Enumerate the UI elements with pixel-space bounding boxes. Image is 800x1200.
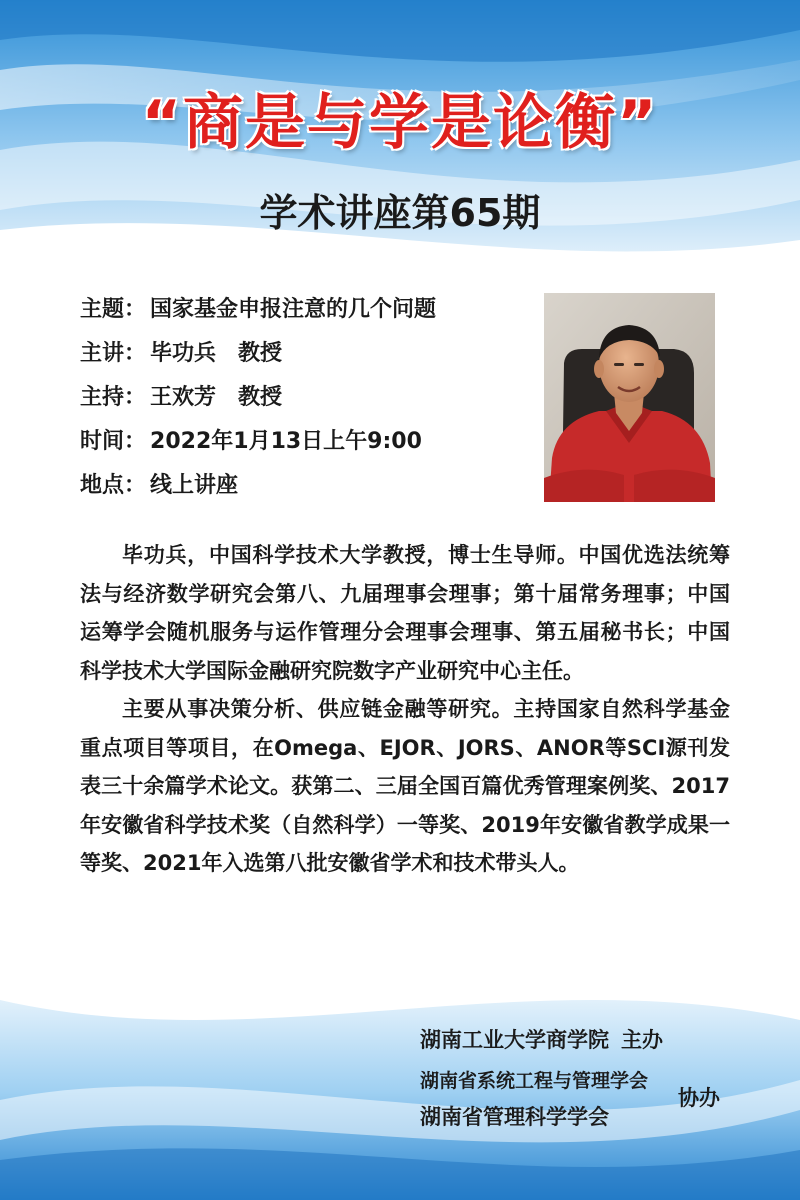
lecture-issue-subtitle: 学术讲座第65期: [259, 191, 541, 235]
speaker-photo: [544, 293, 715, 502]
co-organizer-2: 湖南省管理科学学会: [420, 1104, 609, 1129]
topic-value: 国家基金申报注意的几个问题: [150, 297, 437, 322]
time-value: 2022年1月13日上午9:00: [150, 429, 422, 454]
host-organizer-name: 湖南工业大学商学院: [420, 1027, 609, 1052]
host-label: 主持: [80, 385, 125, 410]
organizers-block: [420, 1020, 740, 1140]
speaker-name: 毕功兵: [150, 341, 217, 366]
host-title: 教授: [238, 385, 283, 410]
place-value: 线上讲座: [150, 473, 239, 498]
time-label: 时间: [80, 429, 125, 454]
speaker-portrait-image: [544, 293, 715, 502]
host-name: 王欢芳: [150, 385, 217, 410]
speaker-label: 主讲: [80, 341, 125, 366]
time-row: 时间： 2022年1月13日上午9:00: [80, 429, 422, 454]
lecture-series-title: “商是与学是论衡”: [141, 88, 659, 158]
topic-label: 主题: [80, 297, 125, 322]
place-label: 地点: [80, 473, 125, 498]
co-organizer-1: 湖南省系统工程与管理学会: [420, 1070, 649, 1092]
host-organizer: [420, 1020, 740, 1060]
co-organizers: [420, 1060, 740, 1140]
host-row: 主持： 王欢芳 教授: [80, 385, 283, 410]
speaker-biography: [80, 536, 730, 883]
topic-row: 主题： 国家基金申报注意的几个问题: [80, 297, 437, 322]
host-organizer-role: 主办: [621, 1027, 663, 1052]
place-row: 地点： 线上讲座: [80, 473, 239, 498]
lecture-info-block: [80, 288, 520, 508]
bio-paragraph-2: 主要从事决策分析、供应链金融等研究。主持国家自然科学基金重点项目等项目，在Omega、EJOR、JORS、ANOR等SCI源刊发表三十余篇学术论文。获第二、三届全国百篇优秀管理案例奖、2017年安徽省科学技术奖（自然科学）一等奖、2019年安徽省教学成果一等奖、2021年入选第八批安徽省学术和技术带头人。: [80, 697, 730, 875]
co-organizer-role: 协办: [678, 1085, 720, 1110]
speaker-row: 主讲： 毕功兵 教授: [80, 341, 283, 366]
bio-paragraph-1: 毕功兵，中国科学技术大学教授，博士生导师。中国优选法统筹法与经济数学研究会第八、九届理事会理事；第十届常务理事；中国运筹学会随机服务与运作管理分会理事会理事、第五届秘书长；中国科学技术大学国际金融研究院数字产业研究中心主任。: [80, 543, 730, 683]
speaker-title: 教授: [238, 341, 283, 366]
